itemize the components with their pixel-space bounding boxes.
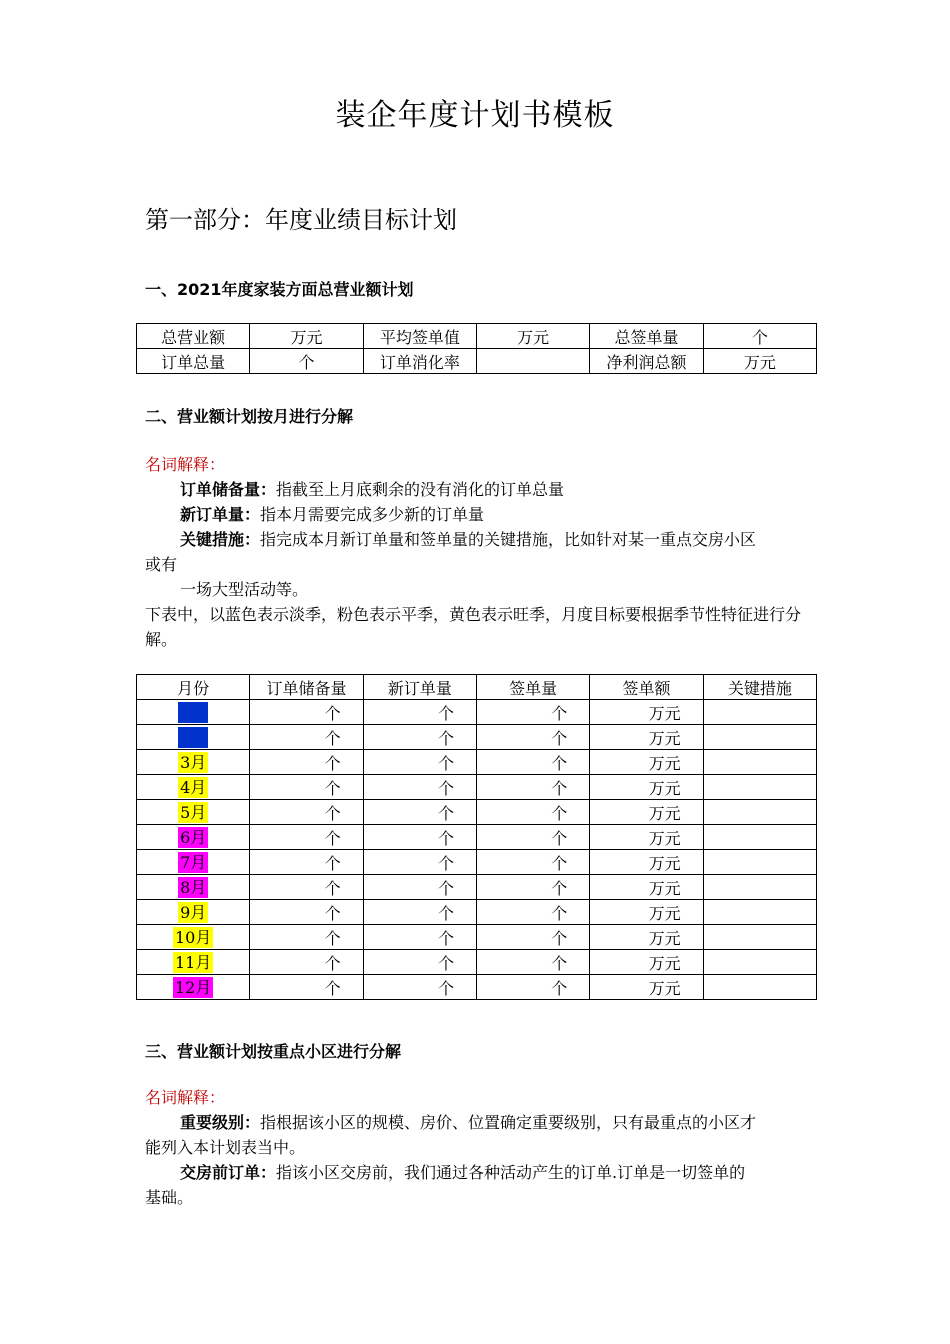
glossary-definition: 指完成本月新订单量和签单量的关键措施，比如针对某一重点交房小区 bbox=[260, 530, 757, 549]
glossary-one bbox=[145, 452, 820, 652]
signed-count-cell: 个 bbox=[476, 875, 589, 900]
month-rows bbox=[137, 700, 817, 1000]
new-order-cell: 个 bbox=[363, 750, 476, 775]
month-cell bbox=[137, 950, 250, 975]
signed-amount-cell: 万元 bbox=[590, 900, 703, 925]
month-cell bbox=[137, 975, 250, 1000]
new-order-cell: 个 bbox=[363, 725, 476, 750]
glossary-continuation: 能列入本计划表当中。 bbox=[145, 1138, 306, 1157]
new-order-cell: 个 bbox=[363, 950, 476, 975]
new-order-cell: 个 bbox=[363, 775, 476, 800]
signed-count-cell: 个 bbox=[476, 800, 589, 825]
season-note: 下表中，以蓝色表示淡季，粉色表示平季，黄色表示旺季，月度目标要根据季节性特征进行分 bbox=[145, 605, 802, 624]
new-order-cell: 个 bbox=[363, 975, 476, 1000]
key-measure-cell bbox=[703, 975, 816, 1000]
glossary-term: 关键措施： bbox=[180, 530, 261, 549]
new-order-cell: 个 bbox=[363, 925, 476, 950]
glossary-item bbox=[145, 1110, 820, 1135]
table-cell: 订单总量 bbox=[137, 349, 250, 374]
new-order-cell: 个 bbox=[363, 825, 476, 850]
order-reserve-cell: 个 bbox=[250, 725, 363, 750]
signed-amount-cell: 万元 bbox=[590, 950, 703, 975]
order-reserve-cell: 个 bbox=[250, 750, 363, 775]
signed-count-cell: 个 bbox=[476, 975, 589, 1000]
glossary-two bbox=[145, 1085, 820, 1210]
signed-amount-cell: 万元 bbox=[590, 750, 703, 775]
month-cell bbox=[137, 750, 250, 775]
signed-count-cell: 个 bbox=[476, 725, 589, 750]
signed-amount-cell: 万元 bbox=[590, 825, 703, 850]
order-reserve-cell: 个 bbox=[250, 700, 363, 725]
column-header: 签单额 bbox=[590, 675, 703, 700]
month-cell bbox=[137, 800, 250, 825]
glossary-definition: 指本月需要完成多少新的订单量 bbox=[260, 505, 485, 524]
month-label: 5月 bbox=[180, 802, 207, 822]
table-cell: 订单消化率 bbox=[363, 349, 476, 374]
key-measure-cell bbox=[703, 875, 816, 900]
glossary-label: 名词解释： bbox=[145, 1088, 226, 1107]
table-cell: 个 bbox=[703, 324, 816, 349]
signed-count-cell: 个 bbox=[476, 950, 589, 975]
table-row bbox=[137, 825, 817, 850]
signed-amount-cell: 万元 bbox=[590, 850, 703, 875]
column-header: 订单储备量 bbox=[250, 675, 363, 700]
table-row bbox=[137, 324, 817, 349]
glossary-item bbox=[145, 1160, 820, 1185]
table-cell: 总营业额 bbox=[137, 324, 250, 349]
month-label: 7月 bbox=[180, 852, 207, 872]
glossary-continuation: 基础。 bbox=[145, 1188, 194, 1207]
key-measure-cell bbox=[703, 900, 816, 925]
table-row bbox=[137, 975, 817, 1000]
table-row bbox=[137, 900, 817, 925]
month-label: 9月 bbox=[180, 902, 207, 922]
month-label: 10月 bbox=[174, 927, 212, 947]
new-order-cell: 个 bbox=[363, 700, 476, 725]
month-label: 11月 bbox=[174, 952, 212, 972]
key-measure-cell bbox=[703, 725, 816, 750]
month-label: 8月 bbox=[180, 877, 207, 897]
month-label: 6月 bbox=[180, 827, 207, 847]
glossary-label: 名词解释： bbox=[145, 455, 226, 474]
month-label: 12月 bbox=[174, 977, 212, 997]
signed-amount-cell: 万元 bbox=[590, 725, 703, 750]
signed-amount-cell: 万元 bbox=[590, 800, 703, 825]
glossary-term: 新订单量： bbox=[180, 505, 261, 524]
table-cell: 总签单量 bbox=[590, 324, 703, 349]
month-cell bbox=[137, 775, 250, 800]
signed-count-cell: 个 bbox=[476, 900, 589, 925]
table-header-row bbox=[137, 675, 817, 700]
month-label: 1月 bbox=[180, 702, 207, 722]
table-row bbox=[137, 700, 817, 725]
month-cell bbox=[137, 925, 250, 950]
order-reserve-cell: 个 bbox=[250, 900, 363, 925]
signed-amount-cell: 万元 bbox=[590, 925, 703, 950]
order-reserve-cell: 个 bbox=[250, 775, 363, 800]
signed-count-cell: 个 bbox=[476, 825, 589, 850]
month-cell bbox=[137, 725, 250, 750]
glossary-continuation: 一场大型活动等。 bbox=[180, 580, 309, 599]
key-measure-cell bbox=[703, 825, 816, 850]
signed-amount-cell: 万元 bbox=[590, 875, 703, 900]
table-cell: 平均签单值 bbox=[363, 324, 476, 349]
glossary-continuation: 或有 bbox=[145, 555, 178, 574]
signed-count-cell: 个 bbox=[476, 850, 589, 875]
order-reserve-cell: 个 bbox=[250, 800, 363, 825]
table-row bbox=[137, 725, 817, 750]
table-cell: 个 bbox=[250, 349, 363, 374]
column-header: 月份 bbox=[137, 675, 250, 700]
table-row bbox=[137, 950, 817, 975]
new-order-cell: 个 bbox=[363, 875, 476, 900]
month-cell bbox=[137, 850, 250, 875]
table-cell: 万元 bbox=[703, 349, 816, 374]
glossary-item bbox=[145, 502, 820, 527]
column-header: 关键措施 bbox=[703, 675, 816, 700]
order-reserve-cell: 个 bbox=[250, 850, 363, 875]
table-row bbox=[137, 925, 817, 950]
order-reserve-cell: 个 bbox=[250, 825, 363, 850]
signed-amount-cell: 万元 bbox=[590, 975, 703, 1000]
month-label: 4月 bbox=[180, 777, 207, 797]
signed-amount-cell: 万元 bbox=[590, 775, 703, 800]
glossary-term: 交房前订单： bbox=[180, 1163, 277, 1182]
section-one-heading: 一、2021年度家装方面总营业额计划 bbox=[145, 280, 414, 299]
new-order-cell: 个 bbox=[363, 800, 476, 825]
glossary-item bbox=[145, 527, 820, 552]
signed-count-cell: 个 bbox=[476, 700, 589, 725]
glossary-definition: 指根据该小区的规模、房价、位置确定重要级别，只有最重点的小区才 bbox=[260, 1113, 757, 1132]
month-cell bbox=[137, 900, 250, 925]
table-cell: 净利润总额 bbox=[590, 349, 703, 374]
table-row bbox=[137, 750, 817, 775]
glossary-definition: 指该小区交房前，我们通过各种活动产生的订单.订单是一切签单的 bbox=[276, 1163, 746, 1182]
month-cell bbox=[137, 875, 250, 900]
section-three-heading: 三、营业额计划按重点小区进行分解 bbox=[145, 1042, 402, 1061]
table-row bbox=[137, 850, 817, 875]
table-row bbox=[137, 775, 817, 800]
table-cell: 万元 bbox=[250, 324, 363, 349]
order-reserve-cell: 个 bbox=[250, 950, 363, 975]
table-row bbox=[137, 349, 817, 374]
table-row bbox=[137, 875, 817, 900]
section-two-heading: 二、营业额计划按月进行分解 bbox=[145, 407, 354, 426]
key-measure-cell bbox=[703, 800, 816, 825]
glossary-item bbox=[145, 477, 820, 502]
signed-count-cell: 个 bbox=[476, 925, 589, 950]
signed-amount-cell: 万元 bbox=[590, 700, 703, 725]
table-row bbox=[137, 800, 817, 825]
column-header: 新订单量 bbox=[363, 675, 476, 700]
month-label: 2月 bbox=[180, 727, 207, 747]
column-header: 签单量 bbox=[476, 675, 589, 700]
key-measure-cell bbox=[703, 775, 816, 800]
new-order-cell: 个 bbox=[363, 850, 476, 875]
order-reserve-cell: 个 bbox=[250, 975, 363, 1000]
table-cell: 万元 bbox=[476, 324, 589, 349]
key-measure-cell bbox=[703, 700, 816, 725]
table-cell bbox=[476, 349, 589, 374]
annual-target-table bbox=[136, 323, 817, 374]
monthly-breakdown-table bbox=[136, 674, 817, 1000]
season-note-end: 解。 bbox=[145, 630, 178, 649]
key-measure-cell bbox=[703, 925, 816, 950]
glossary-definition: 指截至上月底剩余的没有消化的订单总量 bbox=[276, 480, 565, 499]
month-cell bbox=[137, 700, 250, 725]
glossary-term: 重要级别： bbox=[180, 1113, 261, 1132]
order-reserve-cell: 个 bbox=[250, 925, 363, 950]
month-label: 3月 bbox=[180, 752, 207, 772]
part-one-heading: 第一部分：年度业绩目标计划 bbox=[145, 206, 457, 234]
month-cell bbox=[137, 825, 250, 850]
key-measure-cell bbox=[703, 850, 816, 875]
signed-count-cell: 个 bbox=[476, 750, 589, 775]
order-reserve-cell: 个 bbox=[250, 875, 363, 900]
glossary-term: 订单储备量： bbox=[180, 480, 277, 499]
signed-count-cell: 个 bbox=[476, 775, 589, 800]
key-measure-cell bbox=[703, 750, 816, 775]
document-title: 装企年度计划书模板 bbox=[335, 98, 615, 133]
new-order-cell: 个 bbox=[363, 900, 476, 925]
key-measure-cell bbox=[703, 950, 816, 975]
